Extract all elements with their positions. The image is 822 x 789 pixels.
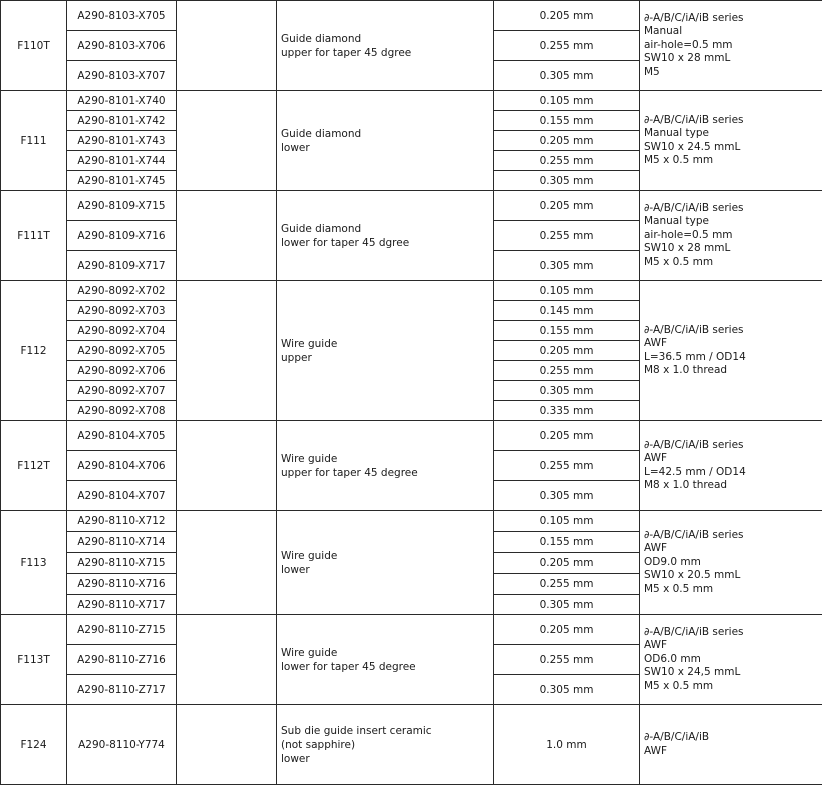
group-code: F112	[1, 281, 67, 421]
guide-diameter: 0.305 mm	[494, 595, 640, 615]
specification-line: M5 x 0.5 mm	[644, 679, 714, 692]
table-row	[1, 1, 822, 31]
specification-line: M5 x 0.5 mm	[644, 582, 714, 595]
table-row	[1, 281, 822, 301]
table-row	[1, 191, 822, 221]
group-code: F113T	[1, 615, 67, 705]
part-number: A290-8110-X715	[67, 553, 177, 574]
part-description	[277, 191, 494, 281]
part-number: A290-8109-X717	[67, 251, 177, 281]
part-image	[177, 511, 277, 615]
specification-line: M8 x 1.0 thread	[644, 364, 728, 376]
specification-line: SW10 x 24.5 mmL	[644, 140, 741, 153]
guide-diameter: 0.255 mm	[494, 151, 640, 171]
part-image	[177, 281, 277, 421]
description-line: lower	[281, 752, 310, 765]
part-number: A290-8101-X740	[67, 91, 177, 111]
specification-line: AWF	[644, 542, 668, 555]
guide-diameter: 0.255 mm	[494, 221, 640, 251]
description-line: lower	[281, 563, 310, 576]
part-image	[177, 91, 277, 191]
group-code: F124	[1, 705, 67, 785]
guide-diameter: 0.305 mm	[494, 481, 640, 511]
specification-line: ∂-A/B/C/iA/iB	[644, 731, 710, 743]
part-number: A290-8110-Z715	[67, 615, 177, 645]
part-number: A290-8092-X707	[67, 381, 177, 401]
description-line: upper	[281, 351, 312, 364]
description-line: upper for taper 45 dgree	[281, 46, 412, 59]
part-number: A290-8103-X707	[67, 61, 177, 91]
guide-diameter: 0.105 mm	[494, 91, 640, 111]
guide-diameter: 1.0 mm	[494, 705, 640, 785]
guide-diameter: 0.305 mm	[494, 251, 640, 281]
part-specification	[640, 615, 822, 705]
description-line: Wire guide	[281, 337, 338, 350]
guide-diameter: 0.255 mm	[494, 31, 640, 61]
specification-line: AWF	[644, 744, 668, 757]
table-row	[1, 615, 822, 645]
part-image	[177, 1, 277, 91]
specification-line: air-hole=0.5 mm	[644, 228, 733, 241]
part-image	[177, 421, 277, 511]
guide-diameter: 0.155 mm	[494, 532, 640, 553]
specification-line: AWF	[644, 337, 668, 349]
description-line: lower for taper 45 dgree	[281, 236, 410, 249]
part-specification	[640, 281, 822, 421]
specification-line: ∂-A/B/C/iA/iB series	[644, 201, 744, 214]
specification-line: SW10 x 20.5 mmL	[644, 569, 741, 582]
guide-diameter: 0.205 mm	[494, 615, 640, 645]
part-number: A290-8103-X705	[67, 1, 177, 31]
specification-line: air-hole=0.5 mm	[644, 38, 733, 51]
part-number: A290-8101-X743	[67, 131, 177, 151]
group-code: F111T	[1, 191, 67, 281]
guide-diameter: 0.205 mm	[494, 421, 640, 451]
guide-diameter: 0.335 mm	[494, 401, 640, 421]
part-number: A290-8109-X715	[67, 191, 177, 221]
part-number: A290-8092-X708	[67, 401, 177, 421]
specification-line: L=36.5 mm / OD14	[644, 350, 746, 363]
part-number: A290-8092-X704	[67, 321, 177, 341]
part-number: A290-8110-X716	[67, 574, 177, 595]
specification-line: SW10 x 28 mmL	[644, 242, 731, 255]
part-number: A290-8110-X717	[67, 595, 177, 615]
specification-line: M5 x 0.5 mm	[644, 154, 714, 166]
part-number: A290-8092-X703	[67, 301, 177, 321]
guide-diameter: 0.205 mm	[494, 191, 640, 221]
group-code: F111	[1, 91, 67, 191]
specification-line: Manual type	[644, 127, 709, 139]
specification-line: ∂-A/B/C/iA/iB series	[644, 438, 744, 451]
specification-line: AWF	[644, 452, 668, 464]
parts-table-body	[1, 1, 822, 785]
specification-line: M8 x 1.0 thread	[644, 479, 728, 491]
part-number: A290-8092-X706	[67, 361, 177, 381]
part-specification	[640, 421, 822, 511]
guide-diameter: 0.255 mm	[494, 361, 640, 381]
part-number: A290-8104-X705	[67, 421, 177, 451]
part-image	[177, 191, 277, 281]
part-number: A290-8101-X744	[67, 151, 177, 171]
guide-diameter: 0.155 mm	[494, 111, 640, 131]
guide-diameter: 0.305 mm	[494, 675, 640, 705]
part-specification	[640, 1, 822, 91]
specification-line: AWF	[644, 639, 668, 652]
description-line: Wire guide	[281, 646, 338, 659]
guide-diameter: 0.145 mm	[494, 301, 640, 321]
part-image	[177, 705, 277, 785]
part-specification	[640, 191, 822, 281]
part-number: A290-8103-X706	[67, 31, 177, 61]
guide-diameter: 0.305 mm	[494, 61, 640, 91]
specification-line: Manual	[644, 25, 683, 38]
specification-line: Manual type	[644, 215, 709, 228]
guide-diameter: 0.205 mm	[494, 1, 640, 31]
part-description	[277, 511, 494, 615]
specification-line: ∂-A/B/C/iA/iB series	[644, 113, 744, 126]
guide-diameter: 0.305 mm	[494, 171, 640, 191]
specification-line: ∂-A/B/C/iA/iB series	[644, 11, 744, 24]
part-specification	[640, 91, 822, 191]
part-image	[177, 615, 277, 705]
specification-line: ∂-A/B/C/iA/iB series	[644, 528, 744, 541]
part-number: A290-8092-X705	[67, 341, 177, 361]
part-number: A290-8109-X716	[67, 221, 177, 251]
guide-diameter: 0.155 mm	[494, 321, 640, 341]
part-number: A290-8092-X702	[67, 281, 177, 301]
table-row	[1, 421, 822, 451]
group-code: F112T	[1, 421, 67, 511]
description-line: lower for taper 45 degree	[281, 660, 416, 673]
description-line: (not sapphire)	[281, 738, 356, 751]
part-number: A290-8110-X714	[67, 532, 177, 553]
guide-diameter: 0.205 mm	[494, 341, 640, 361]
part-description	[277, 281, 494, 421]
specification-line: M5	[644, 65, 660, 78]
part-number: A290-8101-X742	[67, 111, 177, 131]
description-line: Guide diamond	[281, 32, 362, 45]
description-line: Sub die guide insert ceramic	[281, 724, 432, 737]
part-description	[277, 421, 494, 511]
part-number: A290-8110-Z717	[67, 675, 177, 705]
guide-diameter: 0.105 mm	[494, 511, 640, 532]
part-number: A290-8101-X745	[67, 171, 177, 191]
specification-line: M5 x 0.5 mm	[644, 255, 714, 268]
guide-diameter: 0.255 mm	[494, 574, 640, 595]
specification-line: L=42.5 mm / OD14	[644, 465, 746, 478]
guide-diameter: 0.205 mm	[494, 553, 640, 574]
part-number: A290-8104-X707	[67, 481, 177, 511]
description-line: upper for taper 45 degree	[281, 466, 418, 479]
part-number: A290-8110-Y774	[67, 705, 177, 785]
specification-line: ∂-A/B/C/iA/iB series	[644, 323, 744, 336]
group-code: F113	[1, 511, 67, 615]
part-number: A290-8110-Z716	[67, 645, 177, 675]
specification-line: OD6.0 mm	[644, 652, 701, 665]
description-line: Guide diamond	[281, 127, 362, 140]
description-line: Guide diamond	[281, 222, 362, 235]
part-number: A290-8104-X706	[67, 451, 177, 481]
group-code: F110T	[1, 1, 67, 91]
table-row	[1, 91, 822, 111]
part-number: A290-8110-X712	[67, 511, 177, 532]
table-row	[1, 705, 822, 785]
specification-line: ∂-A/B/C/iA/iB series	[644, 625, 744, 638]
part-description	[277, 91, 494, 191]
description-line: lower	[281, 141, 310, 154]
table-row	[1, 511, 822, 532]
guide-diameter: 0.255 mm	[494, 645, 640, 675]
specification-line: OD9.0 mm	[644, 555, 701, 568]
guide-diameter: 0.205 mm	[494, 131, 640, 151]
part-specification	[640, 705, 822, 785]
guide-diameter: 0.105 mm	[494, 281, 640, 301]
specification-line: SW10 x 24,5 mmL	[644, 666, 741, 679]
specification-line: SW10 x 28 mmL	[644, 52, 731, 65]
part-description	[277, 1, 494, 91]
part-description	[277, 615, 494, 705]
guide-diameter: 0.255 mm	[494, 451, 640, 481]
guide-diameter: 0.305 mm	[494, 381, 640, 401]
part-description	[277, 705, 494, 785]
description-line: Wire guide	[281, 452, 338, 465]
description-line: Wire guide	[281, 549, 338, 562]
part-specification	[640, 511, 822, 615]
